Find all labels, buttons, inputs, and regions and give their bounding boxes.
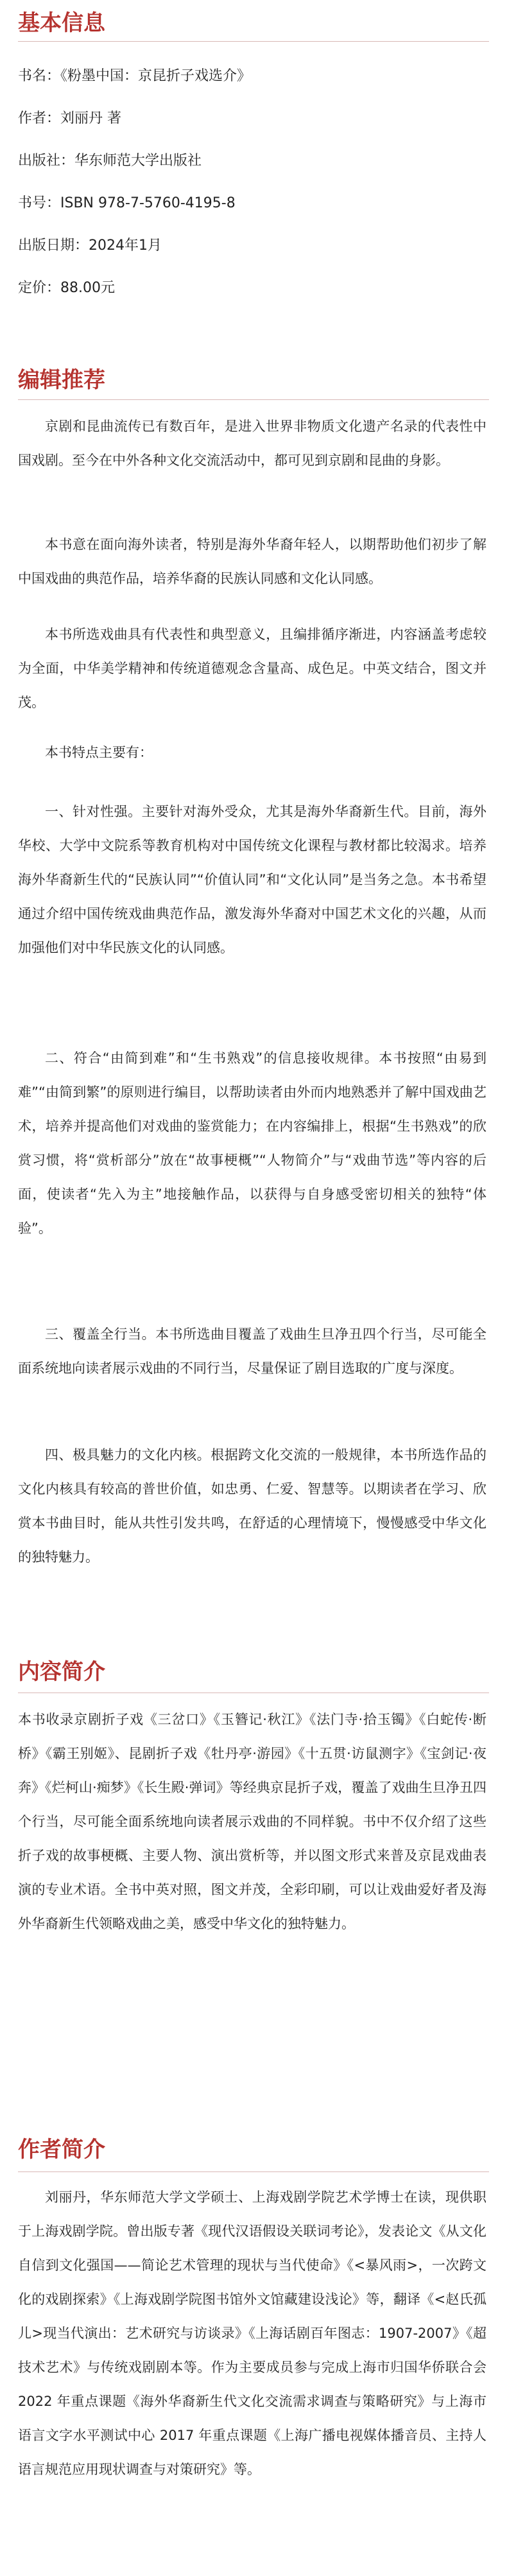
- publisher-label: 出版社：: [18, 153, 75, 169]
- content-intro-paragraph: 本书收录京剧折子戏《三岔口》《玉簪记·秋江》《法门寺·拾玉镯》《白蛇传·断桥》《霸王别姬》、昆剧折子戏《牡丹亭·游园》《十五贯·访鼠测字》《宝剑记·夜奔》《烂柯山·痴梦》《长生殿·弹词》等经典京昆折子戏，覆盖了戏曲生旦净丑四个行当，尽可能全面系统地向读者展示戏曲的不同样貌。书中不仅介绍了这些折子戏的故事梗概、主要人物、演出赏析等，并以图文形式来普及京昆戏曲表演的专业术语。全书中英对照，图文并茂，全彩印刷，可以让戏曲爱好者及海外华裔新生代领略戏曲之美，感受中华文化的独特魅力。: [18, 1712, 486, 1931]
- basic-info-divider: [18, 41, 489, 42]
- author-intro-divider: [18, 2171, 489, 2172]
- book-title-value: 《粉墨中国：京昆折子戏选介》: [60, 68, 252, 84]
- isbn-label: 书号：: [18, 195, 61, 211]
- recommend-paragraph-4: 本书特点主要有：: [45, 745, 153, 760]
- publish-date-label: 出版日期：: [18, 238, 89, 254]
- book-title-label: 书名：: [18, 68, 61, 84]
- recommend-paragraph-1: 京剧和昆曲流传已有数百年，是进入世界非物质文化遗产名录的代表性中国戏剧。至今在中外各种文化交流活动中，都可见到京剧和昆曲的身影。: [18, 419, 486, 468]
- price-row: [18, 279, 115, 298]
- author-label: 作者：: [18, 110, 61, 126]
- isbn-value: ISBN 978-7-5760-4195-8: [60, 195, 236, 211]
- recommend-paragraph-6: 二、符合“由简到难”和“生书熟戏”的信息接收规律。本书按照“由易到难”“由简到繁”的原则进行编目，以帮助读者由外而内地熟悉并了解中国戏曲艺术，培养并提高他们对戏曲的鉴赏能力；在内容编排上，根据“生书熟戏”的欣赏习惯，将“赏析部分”放在“故事梗概”“人物简介”与“戏曲节选”等内容的后面，使读者“先入为主”地接触作品，以获得与自身感受密切相关的独特“体验”。: [18, 1050, 486, 1236]
- publish-date-value: 2024年1月: [89, 238, 162, 254]
- editor-recommend-title: 编辑推荐: [18, 367, 105, 393]
- recommend-paragraph-8: 四、极具魅力的文化内核。根据跨文化交流的一般规律，本书所选作品的文化内核具有较高的普世价值，如忠勇、仁爱、智慧等。以期读者在学习、欣赏本书曲目时，能从共性引发共鸣，在舒适的心理情境下，慢慢感受中华文化的独特魅力。: [18, 1447, 486, 1565]
- publish-date-row: [18, 236, 162, 256]
- isbn-row: [18, 194, 236, 213]
- author-row: [18, 109, 121, 128]
- basic-info-title: 基本信息: [18, 10, 105, 36]
- recommend-paragraph-5: 一、针对性强。主要针对海外受众，尤其是海外华裔新生代。目前，海外华校、大学中文院系等教育机构对中国传统文化课程与教材都比较渴求。培养海外华裔新生代的“民族认同”“价值认同”和“文化认同”是当务之急。本书希望通过介绍中国传统戏曲典范作品，激发海外华裔对中国艺术文化的兴趣，从而加强他们对中华民族文化的认同感。: [18, 804, 486, 955]
- recommend-paragraph-2: 本书意在面向海外读者，特别是海外华裔年轻人，以期帮助他们初步了解中国戏曲的典范作品，培养华裔的民族认同感和文化认同感。: [18, 537, 486, 586]
- content-intro-title: 内容简介: [18, 1659, 105, 1685]
- publisher-row: [18, 152, 202, 171]
- author-intro-title: 作者简介: [18, 2137, 105, 2163]
- publisher-value: 华东师范大学出版社: [74, 153, 202, 169]
- recommend-paragraph-3: 本书所选戏曲具有代表性和典型意义，且编排循序渐进，内容涵盖考虑较为全面，中华美学精神和传统道德观念含量高、成色足。中英文结合，图文并茂。: [18, 627, 486, 710]
- price-value: 88.00元: [60, 280, 115, 296]
- author-value: 刘丽丹 著: [60, 110, 122, 126]
- author-intro-paragraph: 刘丽丹，华东师范大学文学硕士、上海戏剧学院艺术学博士在读，现供职于上海戏剧学院。曾出版专著《现代汉语假设关联词考论》，发表论文《从文化自信到文化强国——简论艺术管理的现状与当代使命》《<暴风雨>，一次跨文化的戏剧探索》《上海戏剧学院图书馆外文馆藏建设浅论》等，翻译《<赵氏孤儿>现当代演出：艺术研究与访谈录》《上海话剧百年图志：1907-2007》《超技术艺术》与传统戏剧剧本等。作为主要成员参与完成上海市归国华侨联合会 2022 年重点课题《海外华裔新生代文化交流需求调查与策略研究》与上海市语言文字水平测试中心 2017 年重点课题《上海广播电视媒体播音员、主持人语言规范应用现状调查与对策研究》等。: [18, 2189, 486, 2477]
- recommend-paragraph-7: 三、覆盖全行当。本书所选曲目覆盖了戏曲生旦净丑四个行当，尽可能全面系统地向读者展示戏曲的不同行当，尽量保证了剧目选取的广度与深度。: [18, 1327, 486, 1376]
- price-label: 定价：: [18, 280, 61, 296]
- editor-recommend-divider: [18, 399, 489, 400]
- book-title-row: [18, 67, 251, 86]
